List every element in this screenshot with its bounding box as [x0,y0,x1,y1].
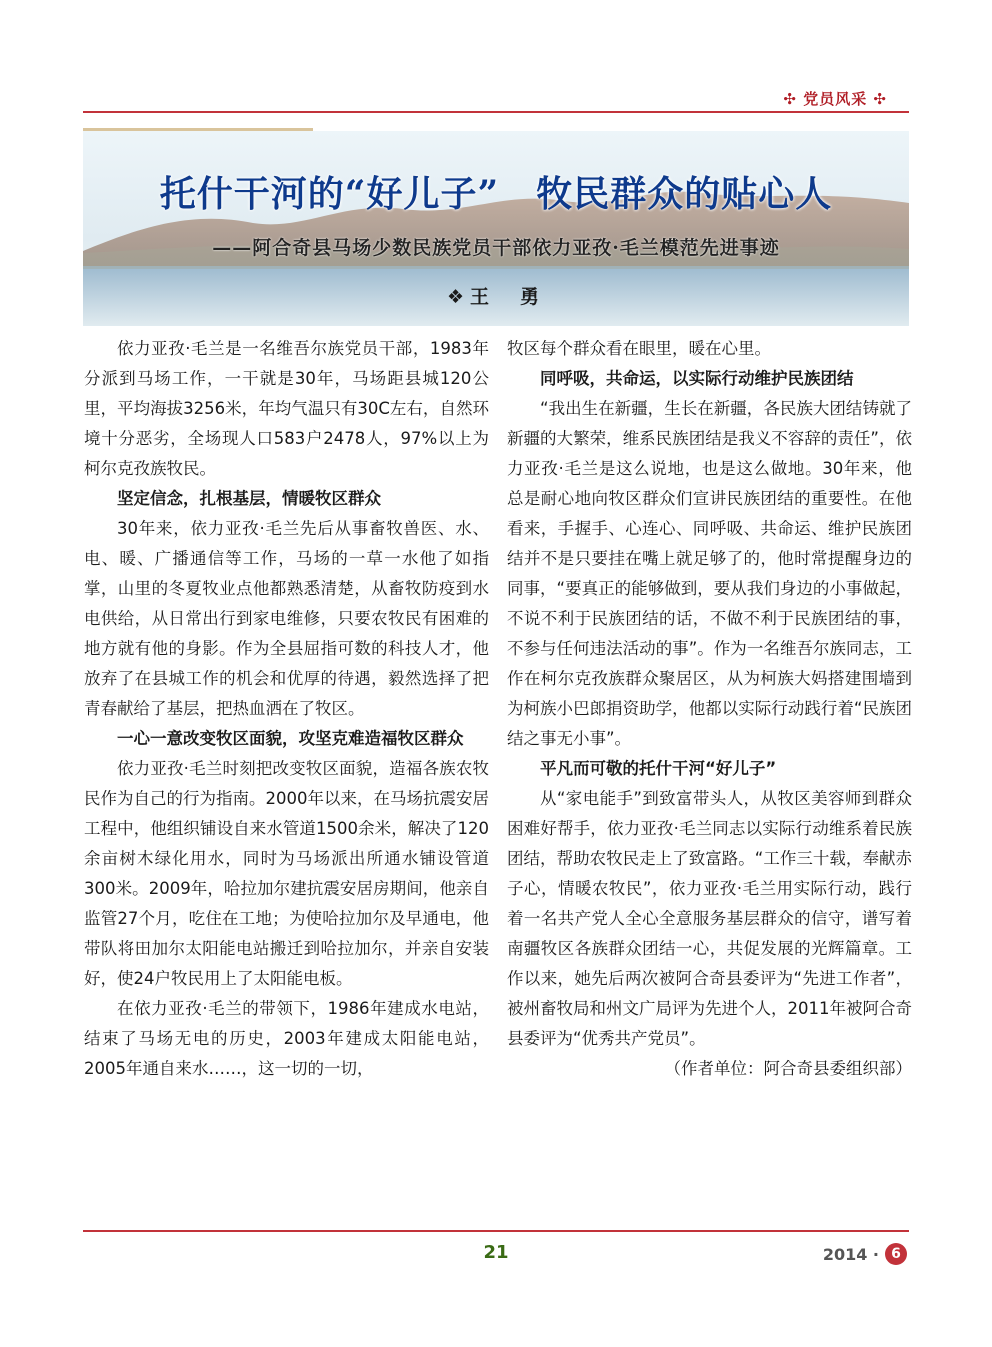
right-column [507,334,912,1084]
issue-year: 2014 · [822,1244,879,1264]
section-heading: 一心一意改变牧区面貌，攻坚克难造福牧区群众 [117,729,464,748]
section-tag: ✣ 党员风采 ✣ [783,90,887,108]
issue-label [823,1243,907,1265]
section-heading: 坚定信念，扎根基层，情暖牧区群众 [117,489,381,508]
paragraph: 依力亚孜·毛兰时刻把改变牧区面貌，造福各族农牧民作为自己的行为指南。2000年以来，在马场抗震安居工程中，他组织铺设自来水管道1500余米，解决了120余亩树木绿化用水，同时为马场派出所通水铺设管道300米。2009年，哈拉加尔建抗震安居房期间，他亲自监管27个月，吃住在工地；为使哈拉加尔及早通电，他带队将田加尔太阳能电站搬迁到哈拉加尔，并亲自安装好，使24户牧民用上了太阳能电板。 [84,759,489,988]
author-affiliation: （作者单位：阿合奇县委组织部） [664,1059,912,1078]
section-heading: 同呼吸，共命运，以实际行动维护民族团结 [540,369,854,388]
paragraph: 从“家电能手”到致富带头人，从牧区美容师到群众困难好帮手，依力亚孜·毛兰同志以实际行动维系着民族团结，帮助农牧民走上了致富路。“工作三十载，奉献赤子心，情暖农牧民”，依力亚孜·毛兰用实际行动，践行着一名共产党人全心全意服务基层群众的信守，谱写着南疆牧区各族群众团结一心，共促发展的光辉篇章。工作以来，她先后两次被阿合奇县委评为“先进工作者”，被州畜牧局和州文广局评为先进个人，2011年被阿合奇县委评为“优秀共产党员”。 [507,789,912,1048]
header-rule [83,111,909,113]
left-column [84,334,489,1084]
page-number: 21 [483,1242,509,1263]
footer-rule [83,1230,909,1232]
paragraph: 在依力亚孜·毛兰的带领下，1986年建成水电站，结束了马场无电的历史，2003年建成太阳能电站，2005年通自来水……，这一切的一切， [84,999,489,1078]
paragraph: “我出生在新疆，生长在新疆，各民族大团结铸就了新疆的大繁荣，维系民族团结是我义不容辞的责任”，依力亚孜·毛兰是这么说地，也是这么做地。30年来，他总是耐心地向牧区群众们宣讲民族团结的重要性。在他看来，手握手、心连心、同呼吸、共命运、维护民族团结并不是只要挂在嘴上就足够了的，他时常提醒身边的同事，“要真正的能够做到，要从我们身边的小事做起，不说不利于民族团结的话，不做不利于民族团结的事，不参与任何违法活动的事”。作为一名维吾尔族同志，工作在柯尔克孜族群众聚居区，从为柯族大妈搭建围墙到为柯族小巴郎捐资助学，他都以实际行动践行着“民族团结之事无小事”。 [507,399,912,748]
paragraph: 30年来，依力亚孜·毛兰先后从事畜牧兽医、水、电、暖、广播通信等工作，马场的一草一水他了如指掌，山里的冬夏牧业点他都熟悉清楚，从畜牧防疫到水电供给，从日常出行到家电维修，只要农牧民有困难的地方就有他的身影。作为全县屈指可数的科技人才，他放弃了在县城工作的机会和优厚的待遇，毅然选择了把青春献给了基层，把热血洒在了牧区。 [84,519,489,718]
issue-number-badge: 6 [885,1243,907,1265]
article-author: ❖王 勇 [446,286,546,308]
paragraph: 依力亚孜·毛兰是一名维吾尔族党员干部，1983年分派到马场工作，一干就是30年，马场距县城120公里，平均海拔3256米，年均气温只有30C左右，自然环境十分恶劣，全场现人口583户2478人，97%以上为柯尔克孜族牧民。 [84,339,489,478]
article-title: 托什干河的“好儿子” 牧民群众的贴心人 [159,173,833,215]
paragraph-continued: 牧区每个群众看在眼里，暖在心里。 [507,339,771,358]
article-subtitle: ——阿合奇县马场少数民族党员干部依力亚孜·毛兰模范先进事迹 [212,237,780,259]
section-heading: 平凡而可敬的托什干河“好儿子” [540,759,777,778]
